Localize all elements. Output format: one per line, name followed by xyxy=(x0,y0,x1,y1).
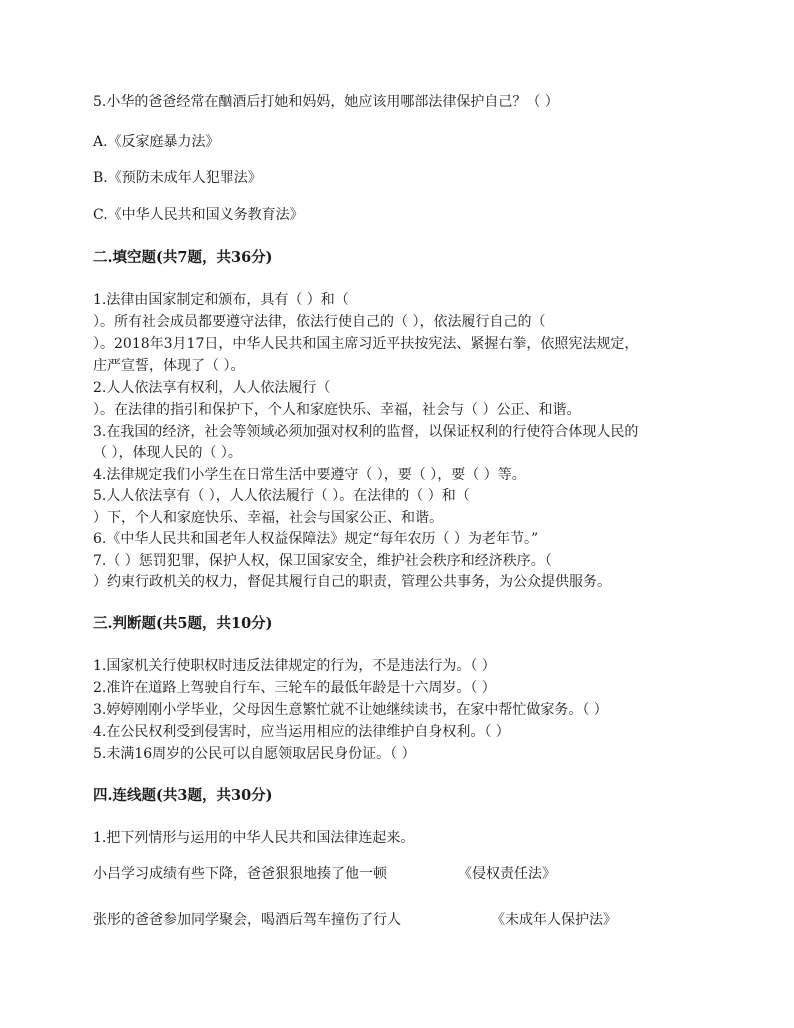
true-false-item: 2.准许在道路上驾驶自行车、三轮车的最低年龄是十六周岁。（ ） xyxy=(93,680,496,696)
fill-blank-line: ）下，个人和家庭快乐、幸福，社会与国家公正、和谐。 xyxy=(93,510,443,526)
fill-blank-line: 3.在我国的经济，社会等领域必须加强对权利的监督，以保证权利的行使符合体现人民的 xyxy=(93,424,639,440)
mc-option-b: B.《预防未成年人犯罪法》 xyxy=(93,170,262,186)
true-false-item: 3.婷婷刚刚小学毕业，父母因生意繁忙就不让她继续读书，在家中帮忙做家务。（ ） xyxy=(93,702,608,718)
section-heading-matching: 四.连线题(共3题，共30分) xyxy=(93,787,273,804)
mc-option-c: C.《中华人民共和国义务教育法》 xyxy=(93,207,304,223)
fill-blank-line: ）约束行政机关的权力，督促其履行自己的职责，管理公共事务，为公众提供服务。 xyxy=(93,574,611,590)
fill-blank-line: 5.人人依法享有（ ），人人依法履行（ ）。在法律的（ ）和（ xyxy=(93,488,470,504)
true-false-item: 4.在公民权利受到侵害时，应当运用相应的法律维护自身权利。（ ） xyxy=(93,724,510,740)
matching-law: 《未成年人保护法》 xyxy=(491,912,617,928)
fill-blank-line: ）。2018年3月17日，中华人民共和国主席习近平扶按宪法、紧握右拳，依照宪法规定， xyxy=(93,336,639,352)
fill-blank-line: 庄严宣誓，体现了（ ）。 xyxy=(93,358,245,374)
true-false-item: 1.国家机关行使职权时违反法律规定的行为，不是违法行为。（ ） xyxy=(93,658,496,674)
mc-question-stem: 5.小华的爸爸经常在酗酒后打她和妈妈，她应该用哪部法律保护自己？（ ） xyxy=(93,94,559,110)
fill-blank-line: 4.法律规定我们小学生在日常生活中要遵守（ ），要（ ），要（ ）等。 xyxy=(93,467,526,483)
fill-blank-line: ）。所有社会成员都要遵守法律，依法行使自己的（ ），依法履行自己的（ xyxy=(93,314,546,330)
fill-blank-line: 1.法律由国家制定和颁布，具有（ ）和（ xyxy=(93,292,349,308)
fill-blank-line: 6.《中华人民共和国老年人权益保障法》规定“每年农历（ ）为老年节。” xyxy=(93,531,539,547)
fill-blank-line: ）。在法律的指引和保护下，个人和家庭快乐、幸福，社会与（ ）公正、和谐。 xyxy=(93,402,581,418)
fill-blank-line: （ ），体现人民的（ ）。 xyxy=(93,445,242,461)
matching-instruction: 1.把下列情形与运用的中华人民共和国法律连起来。 xyxy=(93,830,415,846)
matching-situation: 张彤的爸爸参加同学聚会，喝酒后驾车撞伤了行人 xyxy=(93,912,401,928)
fill-blank-line: 7.（ ）惩罚犯罪，保护人权，保卫国家安全，维护社会秩序和经济秩序。（ xyxy=(93,553,552,569)
matching-situation: 小吕学习成绩有些下降，爸爸狠狠地揍了他一顿 xyxy=(93,866,387,882)
matching-law: 《侵权责任法》 xyxy=(458,866,556,882)
section-heading-fill-blank: 二.填空题(共7题，共36分) xyxy=(93,249,273,266)
true-false-item: 5.未满16周岁的公民可以自愿领取居民身份证。（ ） xyxy=(93,746,416,762)
fill-blank-line: 2.人人依法享有权利，人人依法履行（ xyxy=(93,380,331,396)
section-heading-true-false: 三.判断题(共5题，共10分) xyxy=(93,615,273,632)
mc-option-a: A.《反家庭暴力法》 xyxy=(93,134,220,150)
